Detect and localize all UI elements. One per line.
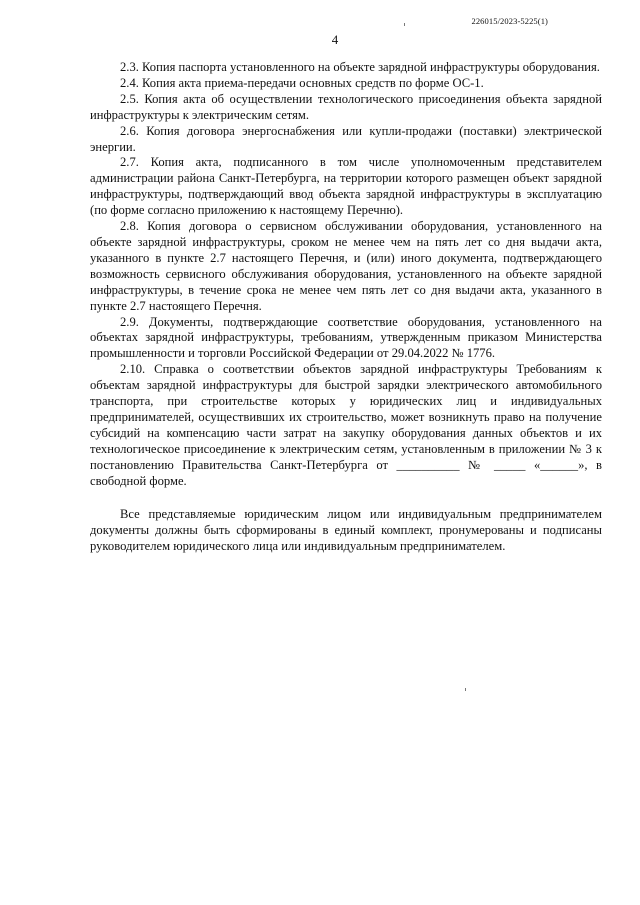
list-item-2-9: 2.9. Документы, подтверждающие соответствие оборудования, установленного на объектах зарядной инфраструктуры, требованиям, утвержденным приказом Министерства промышленности и торговли Российской Федерации от 29.04.2022 № 1776. [90,314,602,361]
list-item-2-4: 2.4. Копия акта приема-передачи основных средств по форме ОС-1. [120,75,484,90]
scan-artifact-dot [465,688,466,691]
document-registration-number: 226015/2023-5225(1) [471,16,548,26]
list-item-2-5: 2.5. Копия акта об осуществлении технологического присоединения объекта зарядной инфраструктуры к электрическим сетям. [90,91,602,122]
closing-paragraph: Все представляемые юридическим лицом или индивидуальным предпринимателем документы должны быть сформированы в единый комплект, пронумерованы и подписаны руководителем юридического лица или индивидуальным предпринимателем. [90,507,602,554]
list-item-2-10: 2.10. Справка о соответствии объектов зарядной инфраструктуры Требованиям к объектам зарядной инфраструктуры для быстрой зарядки электрического автомобильного транспорта, при строительстве которых у юридических лиц и индивидуальных предпринимателей, осуществивших их строительство, может возникнуть право на получение субсидий на компенсацию части затрат на закупку оборудования данных объектов и их технологическое присоединение к электрическим сетям, установленным в приложении № 3 к постановлению Правительства Санкт-Петербурга от __________ № _____ «______», в свободной форме. [90,362,602,488]
document-body [90,60,602,555]
page-number: 4 [331,32,339,47]
scan-artifact-dot [404,23,405,26]
list-item-2-8: 2.8. Копия договора о сервисном обслуживании оборудования, установленного на объекте зарядной инфраструктуры, сроком не менее чем на пять лет со дня выдачи акта, указанного в пункте 2.7 настоящего Перечня, и (или) иного документа, подтверждающего возможность сервисного обслуживания оборудования, установленного на объекте зарядной инфраструктуры, в течение срока не менее чем пять лет со дня выдачи акта, указанного в пункте 2.7 настоящего Перечня. [90,219,602,313]
list-item-2-3: 2.3. Копия паспорта установленного на объекте зарядной инфраструктуры оборудования. [120,60,600,74]
list-item-2-6: 2.6. Копия договора энергоснабжения или купли-продажи (поставки) электрической энергии. [90,123,602,154]
list-item-2-7: 2.7. Копия акта, подписанного в том числе уполномоченным представителем администрации района Санкт-Петербурга, на территории которого размещен объект зарядной инфраструктуры, подтверждающий ввод объекта зарядной инфраструктуры в эксплуатацию (по форме согласно приложению к настоящему Перечню). [90,155,602,218]
